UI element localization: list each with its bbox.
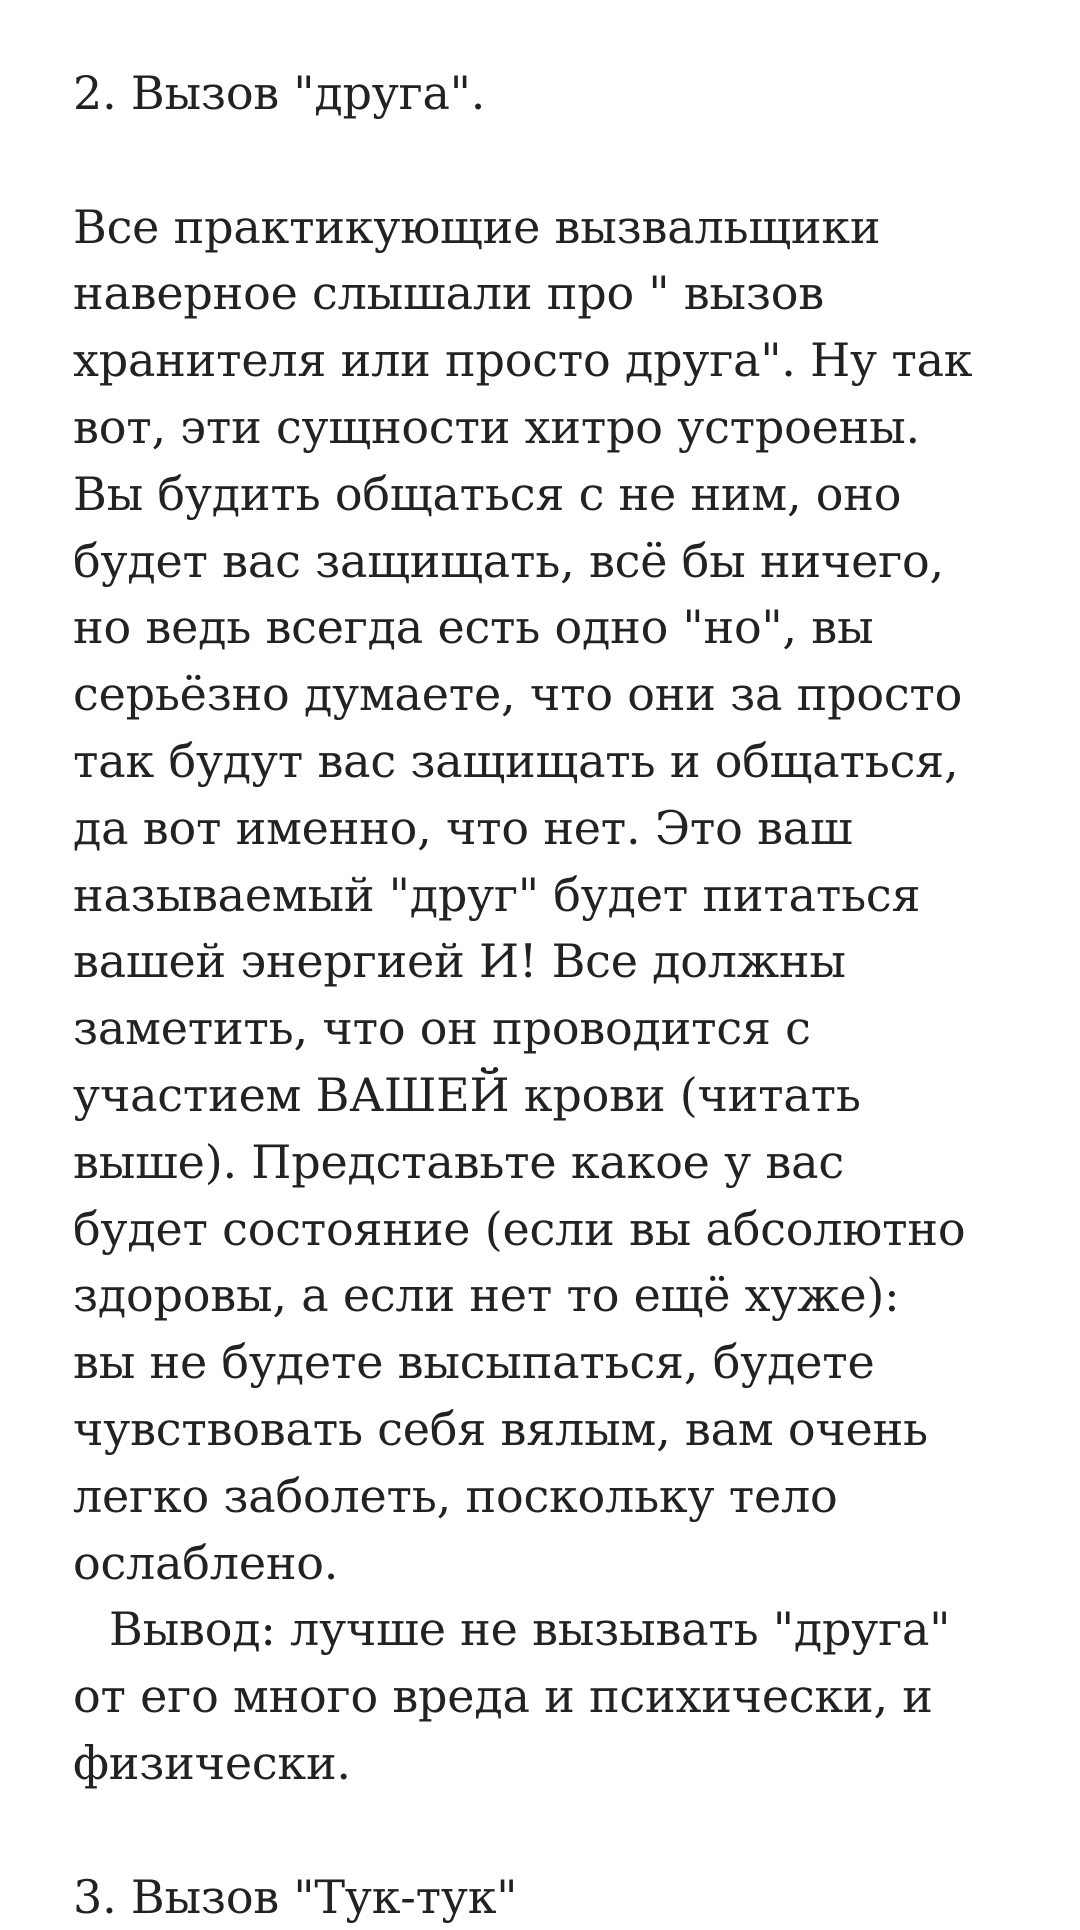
paragraph-friend-summoning xyxy=(73,194,1033,1597)
conclusion-paragraph xyxy=(73,1596,1033,1796)
paragraph-line: легко заболеть, поскольку тело xyxy=(73,1468,838,1523)
conclusion-line: физически. xyxy=(73,1735,351,1790)
paragraph-line: чувствовать себя вялым, вам очень xyxy=(73,1401,928,1456)
paragraph-line: да вот именно, что нет. Это ваш xyxy=(73,800,853,855)
section-heading-3: 3. Вызов "Тук-тук" xyxy=(73,1869,518,1924)
paragraph-line: хранителя или просто друга". Ну так xyxy=(73,333,973,388)
paragraph-line: участием ВАШЕЙ крови (читать xyxy=(73,1067,861,1122)
conclusion-line: Вывод: лучше не вызывать "друга" xyxy=(109,1602,951,1657)
conclusion-line: от его много вреда и психически, и xyxy=(73,1669,933,1724)
paragraph-line: так будут вас защищать и общаться, xyxy=(73,733,959,788)
spacer xyxy=(73,127,1033,194)
document-body xyxy=(73,60,1033,1930)
paragraph-line: наверное слышали про " вызов xyxy=(73,266,824,321)
paragraph-line: серьёзно думаете, что они за просто xyxy=(73,667,963,722)
paragraph-line: заметить, что он проводится с xyxy=(73,1001,811,1056)
paragraph-line: вот, эти сущности хитро устроены. xyxy=(73,399,920,454)
paragraph-line: Вы будить общаться с не ним, оно xyxy=(73,466,902,521)
paragraph-line: здоровы, а если нет то ещё хуже): xyxy=(73,1268,900,1323)
paragraph-line: вы не будете высыпаться, будете xyxy=(73,1335,875,1390)
paragraph-line: Все практикующие вызвальщики xyxy=(73,199,881,254)
paragraph-line: будет вас защищать, всё бы ничего, xyxy=(73,533,944,588)
paragraph-line: вашей энергией И! Все должны xyxy=(73,934,846,989)
paragraph-line: но ведь всегда есть одно "но", вы xyxy=(73,600,874,655)
spacer xyxy=(73,1797,1033,1864)
paragraph-line: выше). Представьте какое у вас xyxy=(73,1134,844,1189)
paragraph-line: будет состояние (если вы абсолютно xyxy=(73,1201,966,1256)
section-heading-2: 2. Вызов "друга". xyxy=(73,66,486,120)
paragraph-line: ослаблено. xyxy=(73,1535,339,1590)
paragraph-line: называемый "друг" будет питаться xyxy=(73,867,921,922)
